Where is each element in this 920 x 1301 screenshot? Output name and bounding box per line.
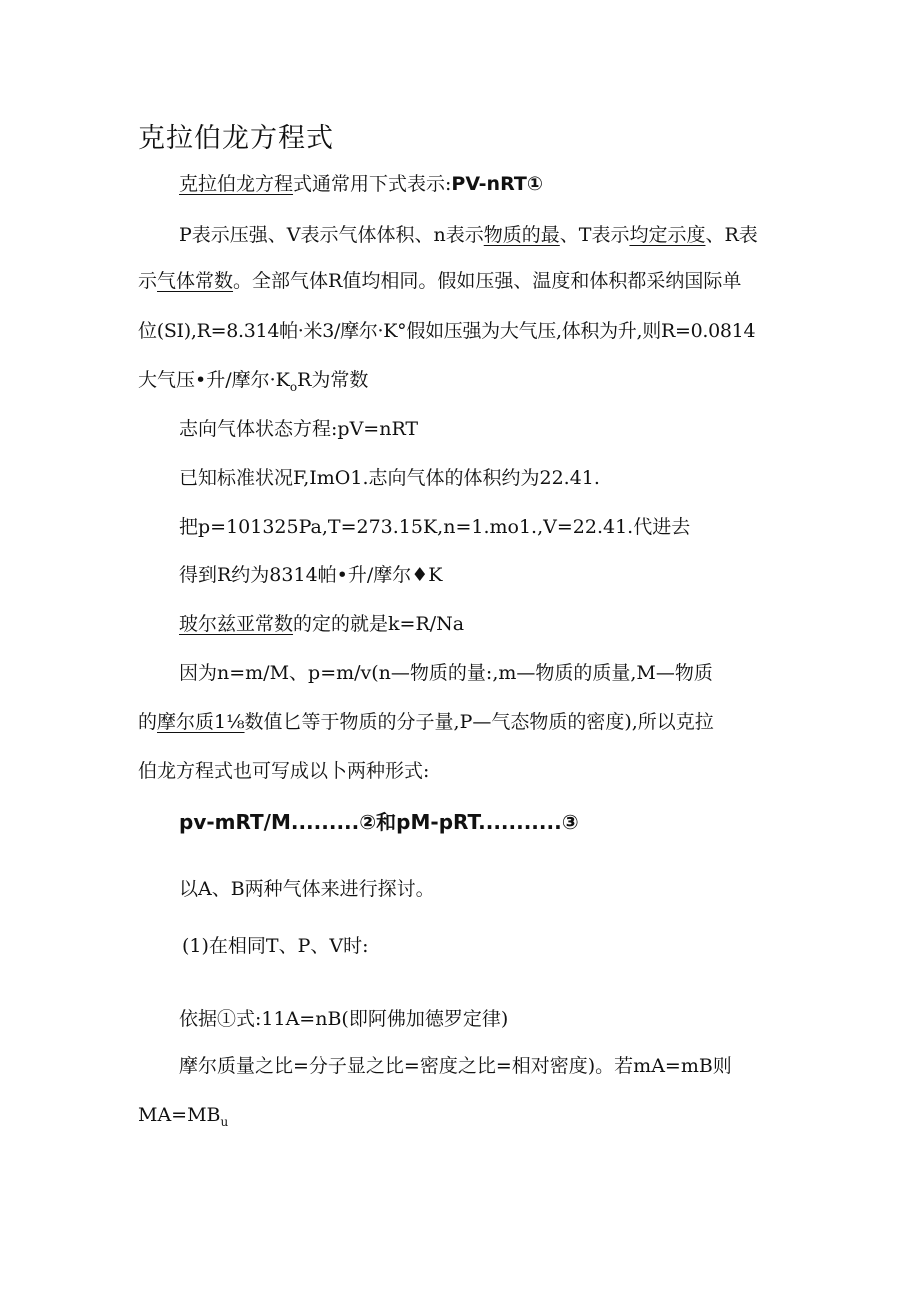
definition-line-1 <box>179 226 758 245</box>
because-line-3: 伯龙方程式也可写成以卜两种形式: <box>138 760 430 782</box>
link-term-molar-mass[interactable]: 摩尔质1⅛ <box>157 711 245 733</box>
text: ...........③ <box>478 810 579 834</box>
definition-line-3: 位(SI),R=8.314帕·米3/摩尔·K°假如压强为大气压,体积为升,则R=0.0814 <box>138 320 756 342</box>
text: 大气压•升/摩尔·K <box>138 369 290 391</box>
link-term-clapeyron[interactable]: 克拉伯龙方程 <box>179 173 294 195</box>
case-1-heading: (1)在相同T、P、V时: <box>182 935 369 957</box>
text: P表示压强、V表示气体体积、n表示 <box>179 224 484 246</box>
ratio-line: 摩尔质量之比=分子显之比=密度之比=相对密度)。若mA=mB则 <box>179 1055 732 1077</box>
equation-3: pM-pRT <box>396 810 479 834</box>
link-term-gas-constant[interactable]: 气体常数 <box>157 270 234 292</box>
text: 、T表示 <box>559 224 630 246</box>
text: 、R表 <box>705 224 758 246</box>
text: 。全部气体R值均相同。假如压强、温度和体积都采纳国际单 <box>233 270 742 292</box>
r-result-line: 得到R约为8314帕•升/摩尔♦K <box>179 564 443 586</box>
subscript: u <box>220 1114 229 1129</box>
formula-line <box>179 812 579 832</box>
definition-line-4 <box>138 371 368 393</box>
because-line-2 <box>138 713 714 732</box>
equation-2: pv-mRT/M <box>179 810 291 834</box>
text: 的 <box>138 711 158 733</box>
ideal-gas-equation: 志向气体状态方程:pV=nRT <box>179 418 419 440</box>
text: .........②和 <box>290 810 397 834</box>
avogadro-line: 依据①式:11A=nB(即阿佛加德罗定律) <box>179 1008 509 1030</box>
link-term-amount[interactable]: 物质的最 <box>483 224 560 246</box>
discussion-intro: 以A、B两种气体来进行探讨。 <box>179 878 435 900</box>
link-term-boltzmann[interactable]: 玻尔兹亚常数 <box>179 613 294 635</box>
definition-line-2 <box>138 272 741 291</box>
intro-text: 式通常用下式表示: <box>293 173 452 195</box>
text: MA=MB <box>138 1104 221 1126</box>
intro-line <box>179 175 543 194</box>
page-title: 克拉伯龙方程式 <box>138 123 334 154</box>
boltzmann-line <box>179 615 464 634</box>
molar-mass-equality <box>138 1106 228 1128</box>
equation-1: PV-nRT① <box>451 173 543 195</box>
because-line-1: 因为n=m/M、p=m∕v(n—物质的量:,m—物质的质量,M—物质 <box>179 662 713 684</box>
link-term-temperature[interactable]: 均定示度 <box>629 224 706 246</box>
subscript: o <box>289 379 298 394</box>
text: R为常数 <box>297 369 369 391</box>
text: 示 <box>138 270 158 292</box>
standard-conditions: 已知标准状况F,ImO1.志向气体的体积约为22.41. <box>179 467 600 489</box>
text: 的定的就是k=R∕Na <box>293 613 465 635</box>
text: 数值匕等于物质的分子量,P—气态物质的密度),所以克拉 <box>244 711 714 733</box>
substitution-line: 把p=101325Pa,T=273.15K,n=1.mo1.,V=22.41.代进去 <box>179 516 691 538</box>
